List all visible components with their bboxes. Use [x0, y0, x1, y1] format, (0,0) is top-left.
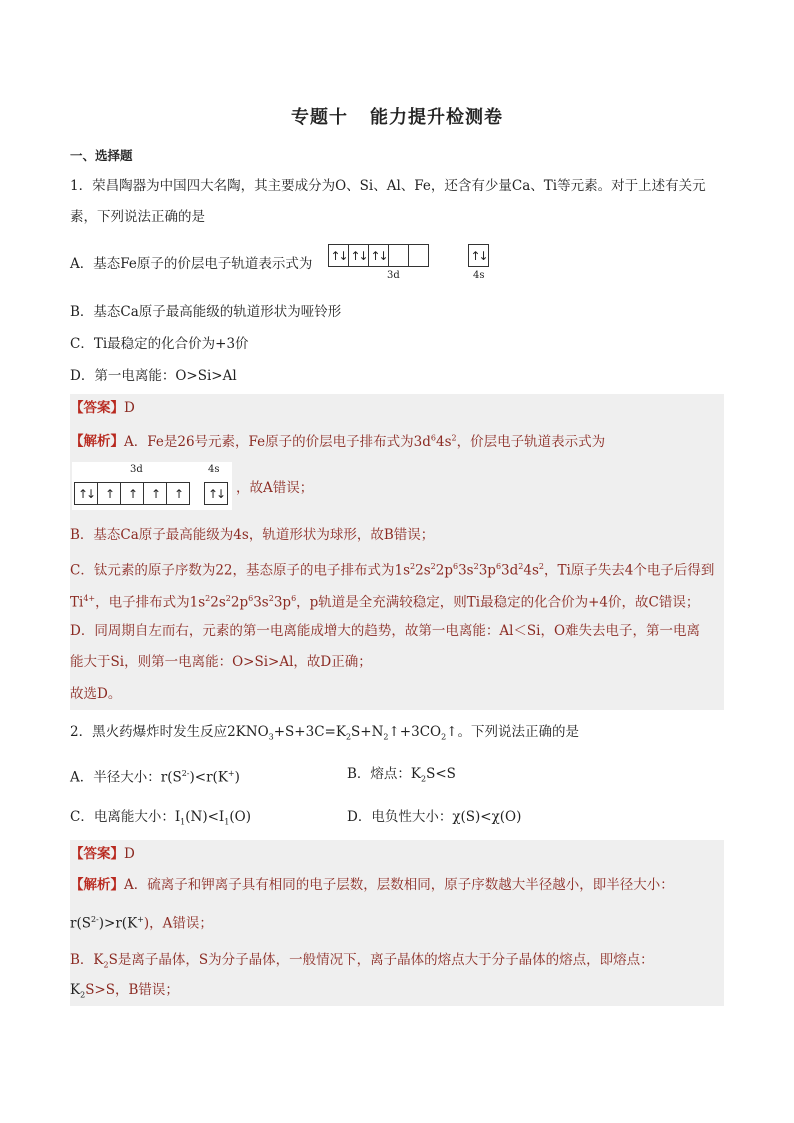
q1-analysis-c-line1: C．钛元素的原子序数为22，基态原子的电子排布式为$1s^22s^22p^63s^23p^63d^24s^2$，Ti原子失去4个电子后得到 — [70, 562, 715, 579]
q1-stem-line1: 1．荣昌陶器为中国四大名陶，其主要成分为O、Si、Al、Fe，还含有少量Ca、Ti等元素。对于上述有关元 — [70, 178, 706, 194]
orbital-box — [408, 244, 429, 267]
q1-analysis-d-line1: D．同周期自左而右，元素的第一电离能成增大的趋势，故第一电离能：Al＜Si，O难失去电子，第一电离 — [70, 623, 701, 639]
orbital-box: ↑↓ — [468, 244, 489, 267]
q2-option-b: B．熔点：$K_2S<S$ — [347, 766, 456, 784]
q1-option-a-orbital-4s — [468, 244, 489, 267]
orbital-box: ↑↓ — [74, 482, 98, 505]
orbital-box: ↑ — [97, 482, 121, 505]
q1-option-d: D．第一电离能：O>Si>Al — [70, 368, 237, 384]
q2-option-c: C．电离能大小：$I_1(N)<I_1(O)$ — [70, 809, 251, 827]
q2-option-d: D．电负性大小：χ(S)<χ(O) — [347, 809, 522, 825]
orbital-box: ↑↓ — [368, 244, 389, 267]
orbital-box: ↑↓ — [204, 482, 228, 505]
label-3d: 3d — [130, 464, 143, 475]
orbital-box: ↑ — [120, 482, 144, 505]
orbital-box: ↑↓ — [348, 244, 369, 267]
q1-conclusion: 故选D。 — [70, 686, 122, 702]
label-4s: 4s — [473, 270, 485, 281]
q1-option-a-orbital-3d — [328, 244, 429, 267]
q2-analysis-b-line2: $K_2S>S$，B错误； — [70, 982, 179, 1000]
analysis-orbital-3d — [74, 482, 190, 505]
q1-analysis-c-line2: $Ti^{4+}$，电子排布式为$1s^22s^22p^63s^23p^6$，p轨道是全充满较稳定，则Ti最稳定的化合价为+4价，故C错误； — [70, 594, 700, 611]
q1-analysis-a-line1: 【解析】A．Fe是26号元素，Fe原子的价层电子排布式为$3d^64s^2$，价层电子轨道表示式为 — [70, 433, 606, 450]
orbital-box: ↑ — [166, 482, 190, 505]
label-3d: 3d — [387, 270, 400, 281]
orbital-box: ↑↓ — [328, 244, 349, 267]
q1-analysis-a-line2: ，故A错误； — [236, 480, 314, 496]
q1-option-a: A．基态Fe原子的价层电子轨道表示式为 — [70, 256, 313, 272]
orbital-box: ↑ — [143, 482, 167, 505]
q1-answer: 【答案】D — [70, 400, 135, 416]
q2-stem: 2．黑火药爆炸时发生反应$2KNO_3+S+3C=K_2S+N_2↑+3CO_2↑$。下列说法正确的是 — [70, 724, 580, 742]
q1-analysis-orbital-diagram — [72, 462, 232, 510]
analysis-orbital-4s — [204, 482, 228, 505]
q1-option-c: C．Ti最稳定的化合价为+3价 — [70, 336, 249, 352]
q1-analysis-b: B．基态Ca原子最高能级为4s，轨道形状为球形，故B错误； — [70, 527, 435, 543]
q2-analysis-b-line1: B．$K_2S$是离子晶体，S为分子晶体，一般情况下，离子晶体的熔点大于分子晶体的熔点，即熔点： — [70, 952, 654, 970]
q2-option-a: A．半径大小：$r(S^{2-})<r(K^+)$ — [70, 769, 240, 786]
q1-option-b: B．基态Ca原子最高能级的轨道形状为哑铃形 — [70, 304, 342, 320]
q2-analysis-a-line1: 【解析】A．硫离子和钾离子具有相同的电子层数，层数相同，原子序数越大半径越小，即半径大小： — [70, 877, 674, 893]
page-title: 专题十 能力提升检测卷 — [291, 107, 503, 128]
orbital-box — [388, 244, 409, 267]
q1-analysis-d-line2: 能大于Si，则第一电离能：O>Si>Al，故D正确； — [70, 654, 372, 670]
q1-stem-line2: 素，下列说法正确的是 — [70, 209, 205, 225]
label-4s: 4s — [208, 464, 220, 475]
q2-answer: 【答案】D — [70, 846, 135, 862]
q2-analysis-a-line2: $r(S^{2-})>r(K^+)$，A错误； — [70, 915, 213, 932]
section-heading: 一、选择题 — [70, 148, 133, 163]
